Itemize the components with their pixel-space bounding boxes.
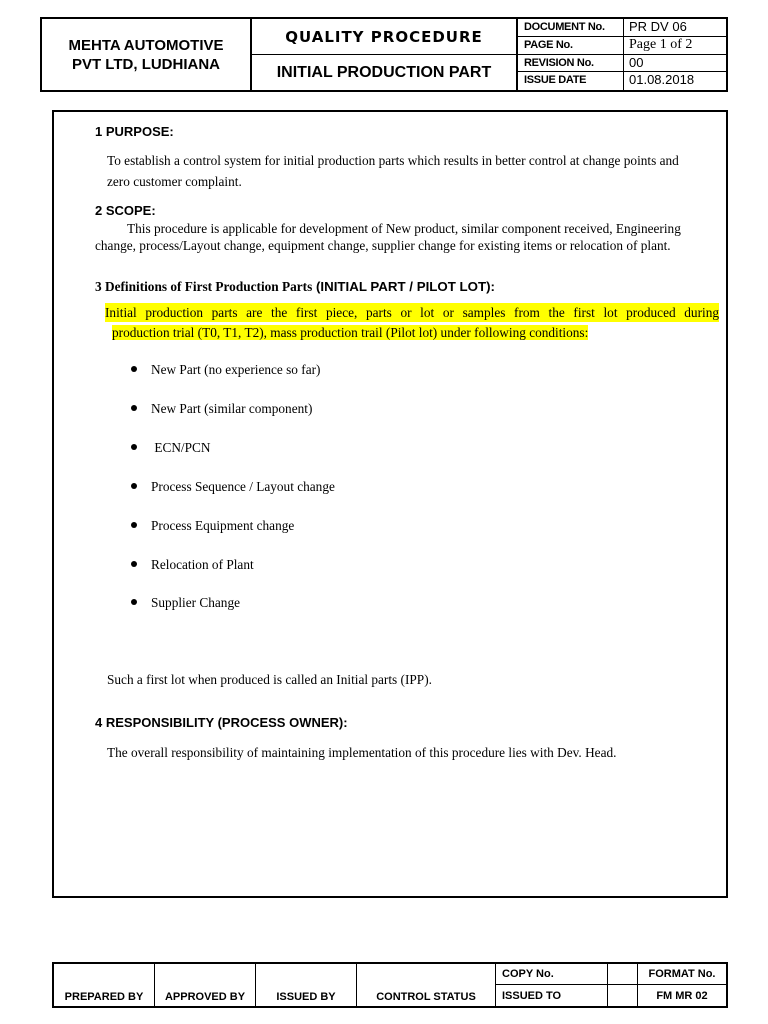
responsibility-heading: 4 RESPONSIBILITY (PROCESS OWNER):	[95, 715, 348, 730]
control-status-label: CONTROL STATUS	[376, 991, 476, 1003]
control-status-cell	[357, 964, 496, 1006]
format-no-label: FORMAT No.	[638, 964, 726, 985]
meta-row-page-no	[518, 37, 726, 55]
meta-value: PR DV 06	[629, 19, 687, 34]
list-item: Process Sequence / Layout change	[131, 477, 335, 497]
meta-row-issue-date	[518, 72, 726, 90]
bullet-icon	[131, 405, 137, 411]
bullet-icon	[131, 444, 137, 450]
meta-value: Page 1 of 2	[629, 36, 693, 52]
approved-by-cell	[155, 964, 256, 1006]
purpose-heading: 1 PURPOSE:	[95, 124, 174, 139]
document-title: INITIAL PRODUCTION PART	[276, 63, 492, 81]
list-item: Process Equipment change	[131, 516, 294, 536]
list-item: Supplier Change	[131, 593, 240, 613]
list-item: New Part (no experience so far)	[131, 360, 320, 380]
list-item: Relocation of Plant	[131, 555, 254, 575]
meta-label: PAGE No.	[518, 37, 624, 54]
scope-heading: 2 SCOPE:	[95, 203, 156, 218]
first-lot-note: Such a first lot when produced is called an Initial parts (IPP).	[107, 672, 432, 687]
format-no-block	[638, 964, 726, 1006]
bullet-icon	[131, 561, 137, 567]
purpose-text-line1: To establish a control system for initial production parts which results in better control at change points and	[107, 153, 679, 168]
scope-text-line1: This procedure is applicable for development of New product, similar component received, Engineering	[127, 221, 681, 236]
scope-text-line2: change, process/Layout change, equipment change, supplier change for existing items or relocation of plant.	[95, 238, 671, 253]
meta-row-document-no	[518, 19, 726, 37]
list-item: New Part (similar component)	[131, 399, 312, 419]
document-type: QUALITY PROCEDURE	[252, 19, 516, 55]
company-name-line2: PVT LTD, LUDHIANA	[71, 55, 221, 73]
meta-label: ISSUE DATE	[518, 72, 624, 90]
meta-row-revision-no	[518, 55, 726, 73]
document-title-block	[252, 19, 518, 90]
copy-issued-values	[608, 964, 638, 1006]
approved-by-label: APPROVED BY	[164, 991, 246, 1003]
format-no-value: FM MR 02	[656, 989, 708, 1002]
bullet-icon	[131, 366, 137, 372]
issued-to-label: ISSUED TO	[502, 989, 562, 1002]
purpose-text-line2: zero customer complaint.	[107, 174, 242, 189]
company-name-line1: MEHTA AUTOMOTIVE	[68, 36, 224, 54]
prepared-by-cell	[54, 964, 155, 1006]
copy-no-label: COPY No.	[496, 964, 607, 985]
meta-label: REVISION No.	[518, 55, 624, 72]
definitions-text-line1: Initial production parts are the first piece, parts or lot or samples from the first lot produced during	[105, 305, 719, 320]
company-name	[42, 19, 252, 90]
approval-footer-table	[52, 962, 728, 1008]
copy-issued-divider	[608, 984, 637, 985]
bullet-icon	[131, 599, 137, 605]
definitions-text-line2-highlight: production trial (T0, T1, T2), mass production trail (Pilot lot) under following conditions:	[112, 325, 589, 340]
definitions-text-line2	[112, 323, 588, 342]
meta-value: 01.08.2018	[629, 72, 695, 88]
issued-by-cell	[256, 964, 357, 1006]
bullet-icon	[131, 483, 137, 489]
responsibility-text: The overall responsibility of maintaining implementation of this procedure lies with Dev. Head.	[107, 745, 617, 760]
definitions-heading-suffix: (INITIAL PART / PILOT LOT):	[312, 279, 495, 294]
bullet-icon	[131, 522, 137, 528]
list-item: ECN/PCN	[131, 438, 210, 458]
copy-issued-labels	[496, 964, 608, 1006]
document-header	[40, 17, 728, 92]
document-meta-table	[518, 19, 726, 90]
meta-label: DOCUMENT No.	[518, 19, 624, 36]
definitions-heading	[95, 279, 495, 295]
definitions-heading-prefix: 3 Definitions of First Production Parts	[95, 279, 313, 294]
meta-value: 00	[629, 54, 644, 70]
issued-by-label: ISSUED BY	[276, 991, 336, 1003]
prepared-by-label: PREPARED BY	[64, 991, 144, 1003]
